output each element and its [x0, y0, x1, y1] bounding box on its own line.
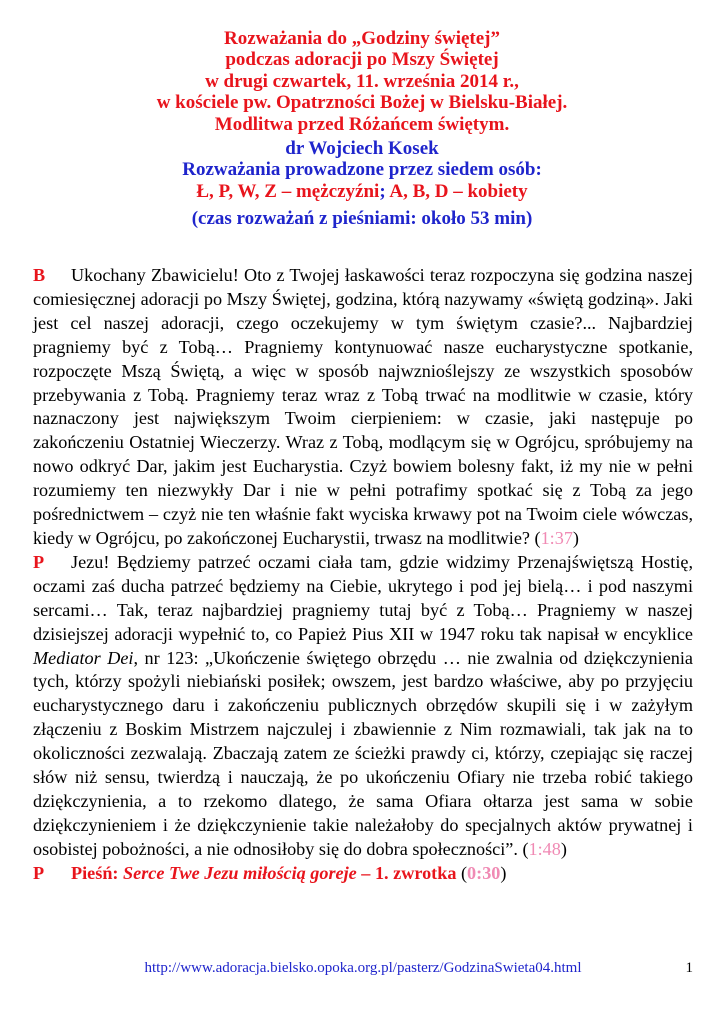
- reading-time: 1:48: [528, 838, 561, 859]
- song-verse: – 1. zwrotka: [356, 862, 461, 883]
- speaker-label: P: [33, 551, 45, 572]
- footer-url[interactable]: http://www.adoracja.bielsko.opoka.org.pl/pasterz/GodzinaSwieta04.html: [144, 960, 582, 976]
- paragraph-text-cont: , nr 123: „Ukończenie świętego obrzędu … nie zwalnia od dziękczynienia tych, którzy spożyli niebiański posiłek; owszem, jest bardzo właściwe, aby po przyjęciu eucharystycznego daru i zakończeniu publicznych obrzędów skupili się i w zażyłym złączeniu z Boskim Mistrzem najczulej i zbawiennie z Nim rozmawiali, tak jak na to okoliczności zezwalają. Zbaczają zatem ze ścieżki prawdy ci, którzy, czepiając się raczej słów niż sensu, twierdzą i nauczają, że po ukończeniu Ofiary nie trzeba robić takiego dziękczynienia, a to rzekomo dlatego, że sama Ofiara ołtarza jest sama w sobie dziękczynieniem i że dziękczynienie takie należałoby do specjalnych aktów prywatnej i osobistej pobożności, a nie odnosiłoby się do dobra społeczności”.: [33, 647, 693, 859]
- speakers-list: [40, 181, 684, 202]
- speakers-intro: Rozważania prowadzone przez siedem osób:: [182, 159, 542, 181]
- paragraph-text: Jezu! Będziemy patrzeć oczami ciała tam, gdzie widzimy Przenajświętszą Hostię, oczami zaś ducha patrzeć będziemy na Ciebie, ukrytego i pod jej bielą… i pod naszymi sercami… Tak, teraz najbardziej pragniemy tutaj być z Tobą… Pragniemy w naszej dzisiejszej adoracji wypełnić to, co Papież Pius XII w 1947 roku tak napisał w encyklice: [33, 551, 693, 644]
- time-close: ): [572, 527, 579, 548]
- page-number: 1: [685, 960, 693, 976]
- time-open: (: [522, 838, 529, 859]
- title-line-4: w kościele pw. Opatrzności Bożej w Bielsku-Białej.: [156, 92, 568, 114]
- speaker-label: B: [33, 265, 46, 285]
- song-title: Serce Twe Jezu miłością goreje: [123, 862, 357, 883]
- time-open: (: [534, 527, 541, 548]
- body-text: [33, 264, 693, 886]
- time-close: ): [560, 838, 567, 859]
- song-label: Pieśń:: [71, 862, 124, 883]
- song-time: 0:30: [467, 862, 501, 883]
- reading-time: 1:37: [540, 527, 573, 548]
- title-line-5: Modlitwa przed Różańcem świętym.: [214, 113, 510, 135]
- speakers-men: Ł, P, W, Z – mężczyźni: [196, 180, 380, 202]
- paragraph-b: [33, 264, 693, 551]
- speakers-women: A, B, D – kobiety: [385, 180, 528, 202]
- author: dr Wojciech Kosek: [285, 138, 439, 160]
- title-line-2: podczas adoracji po Mszy Świętej: [225, 49, 499, 71]
- time-close: ): [500, 862, 507, 883]
- time-open: (: [460, 862, 468, 883]
- paragraph-text: Ukochany Zbawicielu! Oto z Twojej łaskawości teraz rozpoczyna się godzina naszej comiesięcznej adoracji po Mszy Świętej, godzina, którą nazywamy «świętą godziną». Jaki jest cel naszej adoracji, czego oczekujemy w tym świętym czasie?... Najbardziej pragniemy być z Tobą… Pragniemy kontynuować nasze eucharystyczne spotkanie, rozpoczęte Mszą Świętą, a więc w sposób najwznioślejszy ze wszystkich sposobów przebywania z Tobą. Pragniemy teraz wraz z Tobą trwać na modlitwie w czasie, który naznaczony jest największym Twoim cierpieniem: w czasie, jaki następuje po zakończeniu Ostatniej Wieczerzy. Wraz z Tobą, modlącym się w Ogrójcu, spróbujemy na nowo odkryć Dar, jakim jest Eucharystia. Czyż bowiem bolesny fakt, iż my nie w pełni rozumiemy ten niezwykły Dar i nie w pełni potrafimy spotkać się z Tobą za jego pośrednictwem – czyż nie ten właśnie fakt wyciska krwawy pot na Twoim ciele wówczas, kiedy w Ogrójcu, po zakończonej Eucharystii, trwasz na modlitwie?: [33, 265, 693, 548]
- song-line: [33, 862, 693, 886]
- speaker-label: P: [33, 862, 45, 883]
- paragraph-p: [33, 551, 693, 862]
- title-line-3: w drugi czwartek, 11. września 2014 r.,: [205, 70, 519, 92]
- title-line-1: Rozważania do „Godziny świętej”: [223, 28, 500, 49]
- encyclical-title: Mediator Dei: [33, 647, 134, 668]
- title-block: [40, 28, 684, 230]
- speakers-separator: ;: [379, 180, 386, 202]
- total-duration: (czas rozważań z pieśniami: około 53 min): [191, 208, 533, 230]
